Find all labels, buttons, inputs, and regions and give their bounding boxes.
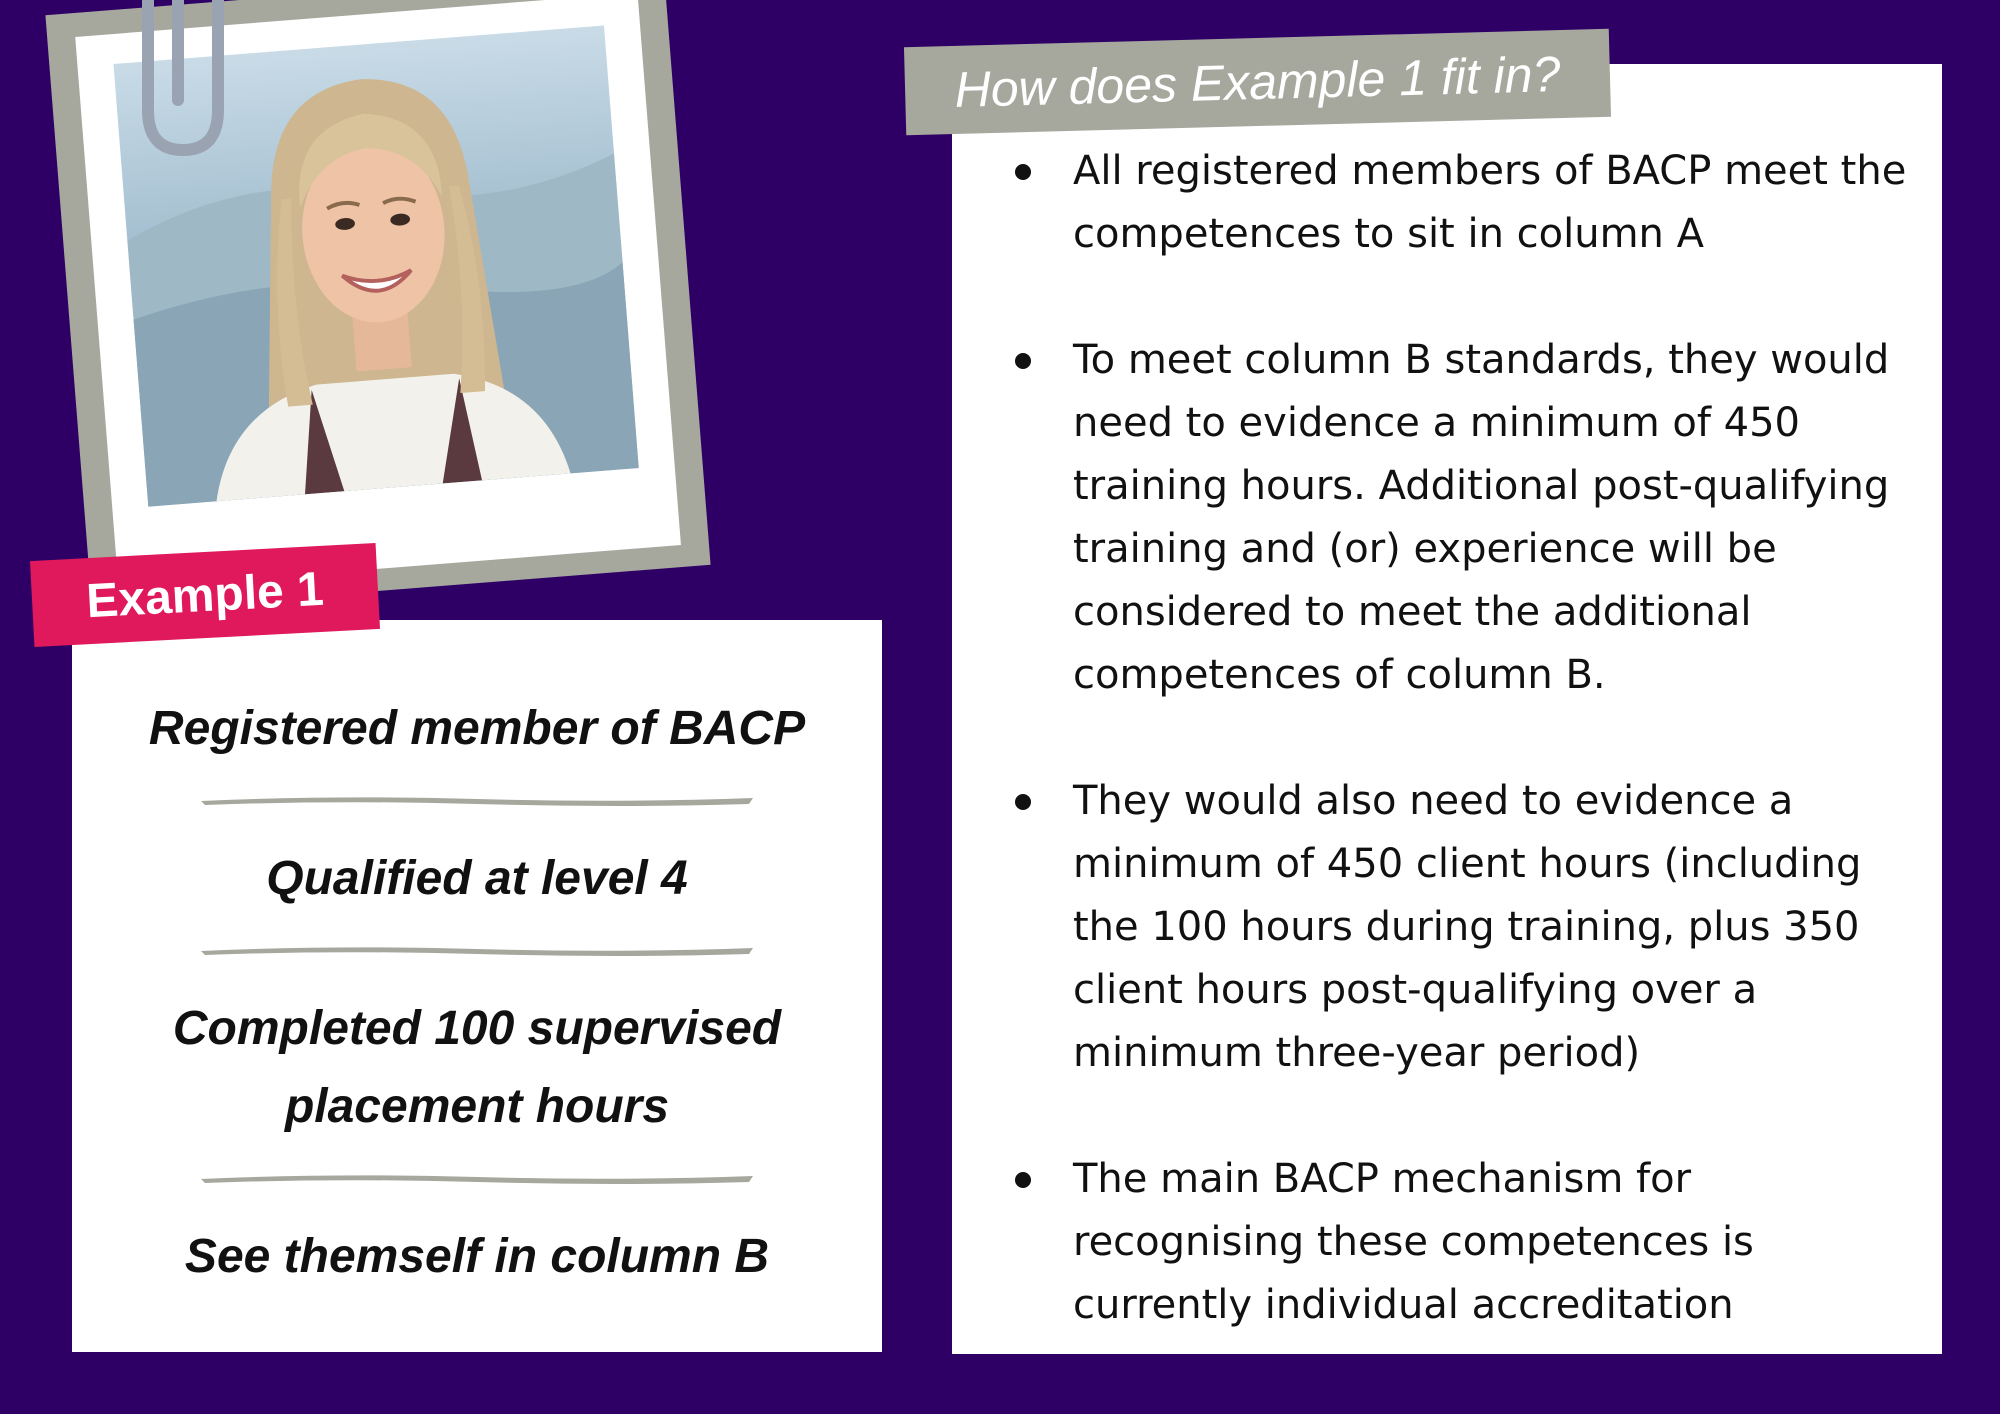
question-heading: How does Example 1 fit in? xyxy=(953,46,1562,118)
brush-divider xyxy=(197,1170,757,1186)
bullet-item xyxy=(1005,1148,1925,1337)
bullet-text: To meet column B standards, they would need to evidence a minimum of 450 training hours. Additional post-qualifying training and (or) experience will be considered to meet the additional competences of column B. xyxy=(1073,337,1890,698)
brush-divider xyxy=(197,792,757,808)
bullet-item xyxy=(1005,140,1925,266)
example-card xyxy=(72,620,882,1352)
example-label-tag xyxy=(30,543,380,647)
example-facts xyxy=(72,690,882,1296)
bullet-dot-icon xyxy=(1015,1172,1031,1188)
bullet-item xyxy=(1005,770,1925,1085)
fact-item: Registered member of BACP xyxy=(148,702,806,755)
bullet-dot-icon xyxy=(1015,164,1031,180)
bullet-text: The main BACP mechanism for recognising these competences is currently individual accreditation xyxy=(1073,1156,1754,1328)
bullet-text: They would also need to evidence a minimum of 450 client hours (including the 100 hours during training, plus 350 client hours post-qualifying over a minimum three-year period) xyxy=(1073,778,1862,1076)
explanation-bullets xyxy=(1005,140,1925,1400)
bullet-text: All registered members of BACP meet the competences to sit in column A xyxy=(1073,148,1907,257)
bullet-item xyxy=(1005,329,1925,707)
brush-divider xyxy=(197,942,757,958)
bullet-dot-icon xyxy=(1015,794,1031,810)
fact-item: See themself in column B xyxy=(184,1230,770,1283)
bullet-dot-icon xyxy=(1015,353,1031,369)
fact-item: Qualified at level 4 xyxy=(266,852,688,905)
example-label: Example 1 xyxy=(85,562,325,628)
fact-item: Completed 100 supervised placement hours xyxy=(172,1002,782,1133)
question-heading-tag xyxy=(904,29,1611,135)
paperclip-icon xyxy=(118,0,238,170)
